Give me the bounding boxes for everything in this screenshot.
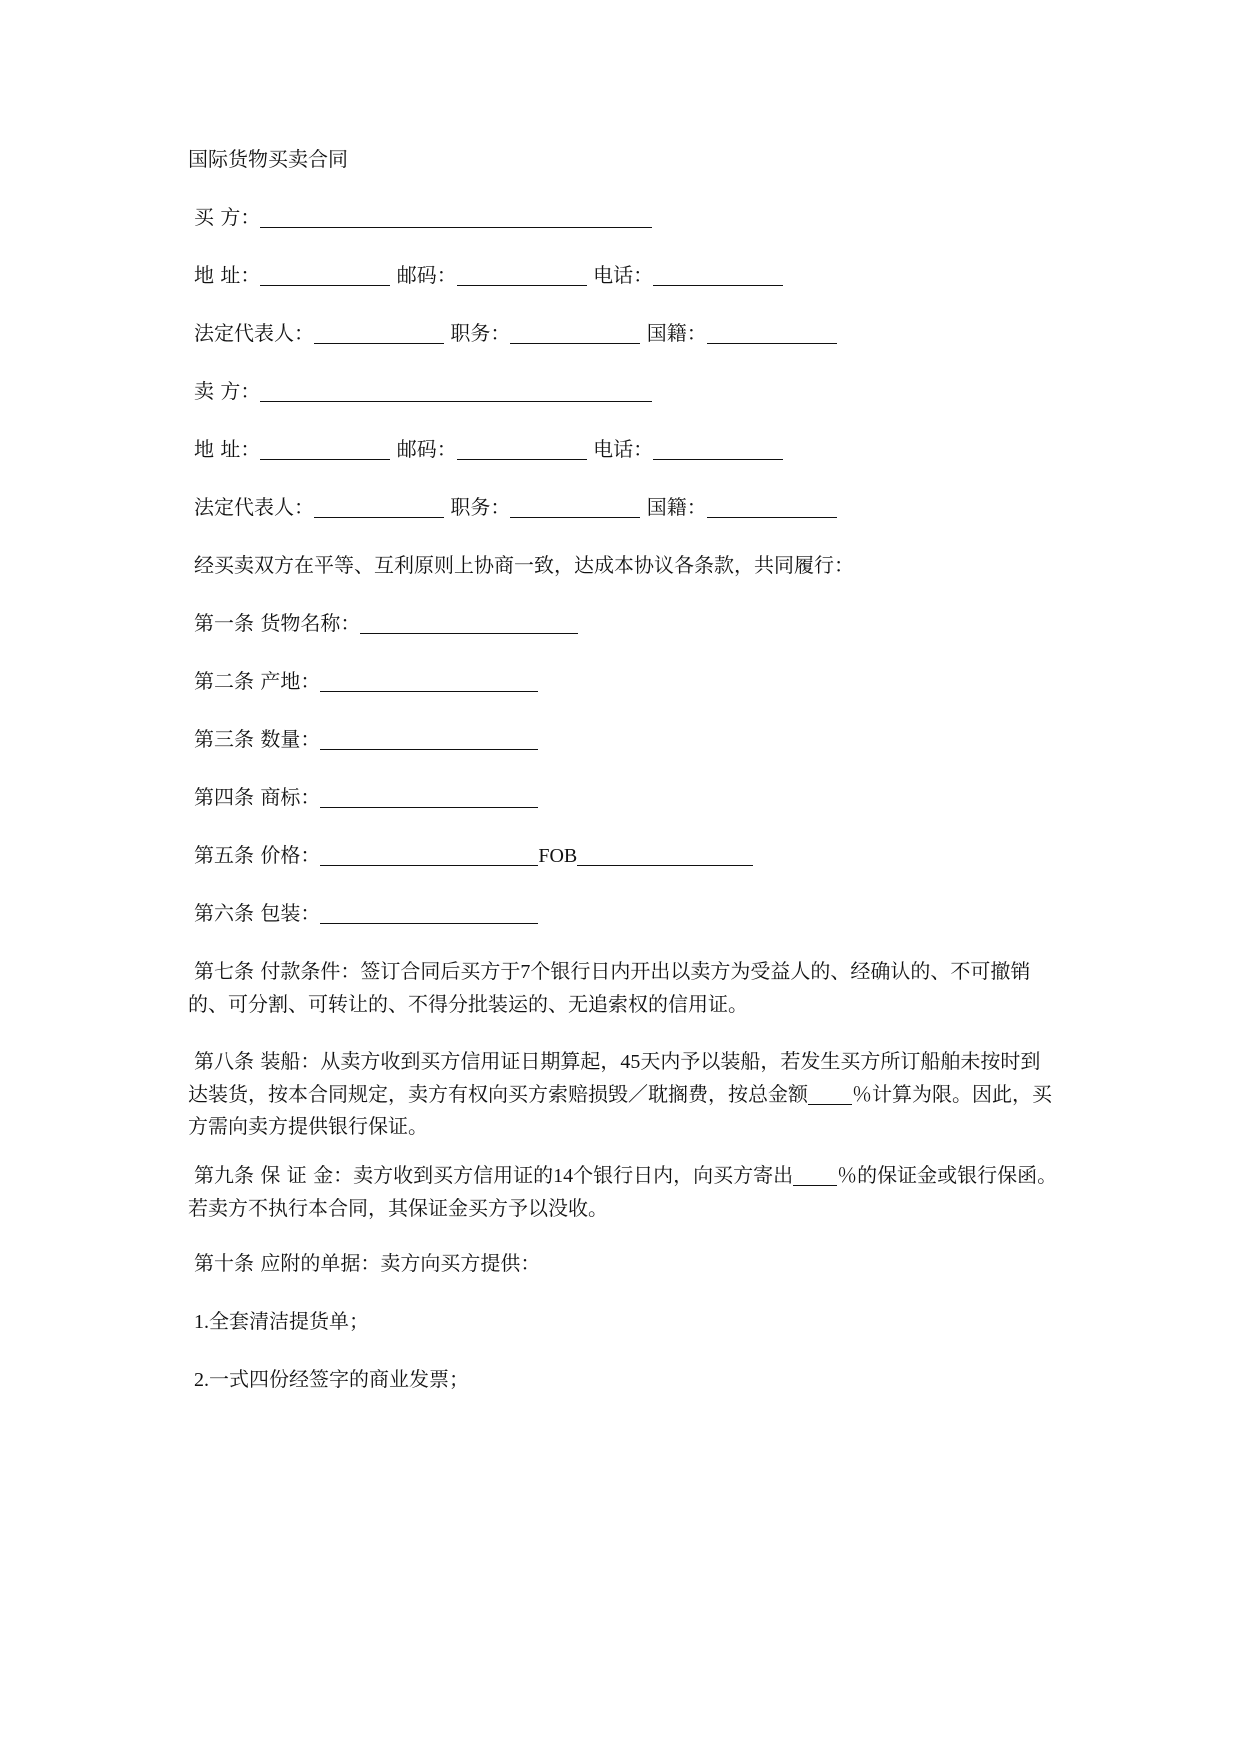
item-1-number: 1. [194, 1311, 209, 1333]
seller-rep-blank [314, 495, 444, 518]
article-4 [194, 781, 538, 813]
buyer-nationality-blank [707, 321, 837, 344]
article-2 [194, 665, 538, 697]
buyer-nationality-label: 国籍： [646, 321, 707, 345]
buyer-contact-line [194, 259, 783, 291]
seller-rep-line [194, 491, 837, 523]
article-9-mid: 个银行日内，向买方寄出 [573, 1163, 794, 1187]
article-9-percent-blank [793, 1163, 837, 1186]
article-3-label: 第三条 数量： [194, 727, 321, 751]
seller-phone-label: 电话： [593, 437, 654, 461]
article-7 [188, 955, 1058, 1020]
buyer-rep-blank [314, 321, 444, 344]
buyer-label: 买 方： [194, 205, 261, 229]
item-2-number: 2. [194, 1369, 209, 1391]
article-5-price-blank [320, 843, 538, 866]
seller-phone-blank [653, 437, 783, 460]
seller-label: 卖 方： [194, 379, 261, 403]
article-6-blank [320, 901, 538, 924]
seller-address-blank [260, 437, 390, 460]
article-7-tail: 个银行日内开出以卖方为受益人的、经确认的、不可撤销的、可分割、可转让的、不得分批装运的、无追索权的信用证。 [188, 959, 1031, 1016]
buyer-rep-label: 法定代表人： [194, 321, 314, 345]
buyer-phone-label: 电话： [593, 263, 654, 287]
article-8-head: 第八条 装船：从卖方收到买方信用证日期算起， [194, 1049, 621, 1073]
seller-contact-line [194, 433, 783, 465]
buyer-name-blank [260, 205, 652, 228]
article-9-days: 14 [553, 1165, 574, 1187]
article-8-tail: ％计算为限。因此，买方需向卖方提供银行保证。 [188, 1082, 1052, 1138]
article-3 [194, 723, 538, 755]
buyer-position-label: 职务： [450, 321, 511, 345]
seller-postcode-label: 邮码： [396, 437, 457, 461]
article-3-blank [320, 727, 538, 750]
item-1-text: 全套清洁提货单； [209, 1309, 369, 1333]
article-5 [194, 839, 753, 872]
buyer-address-label: 地 址： [194, 263, 261, 287]
seller-nationality-blank [707, 495, 837, 518]
article-6-label: 第六条 包装： [194, 901, 321, 925]
document-title: 国际货物买卖合同 [188, 147, 348, 171]
article-10: 第十条 应附的单据：卖方向买方提供： [194, 1251, 541, 1275]
buyer-postcode-blank [457, 263, 587, 286]
article-7-head: 第七条 付款条件：签订合同后买方于 [194, 959, 521, 983]
buyer-position-blank [510, 321, 640, 344]
article-4-blank [320, 785, 538, 808]
article-1-blank [360, 611, 578, 634]
buyer-postcode-label: 邮码： [396, 263, 457, 287]
article-5-label: 第五条 价格： [194, 843, 321, 867]
seller-nationality-label: 国籍： [646, 495, 707, 519]
article-9-head: 第九条 保 证 金：卖方收到买方信用证的 [194, 1163, 554, 1187]
seller-rep-label: 法定代表人： [194, 495, 314, 519]
article-2-label: 第二条 产地： [194, 669, 321, 693]
article-8-percent-blank [808, 1082, 852, 1105]
article-6 [194, 897, 538, 929]
article-10-item-2 [194, 1363, 469, 1396]
buyer-rep-line [194, 317, 837, 349]
article-10-item-1 [194, 1305, 369, 1338]
buyer-phone-blank [653, 263, 783, 286]
article-8 [188, 1045, 1058, 1142]
article-7-days: 7 [520, 961, 531, 983]
article-2-blank [320, 669, 538, 692]
buyer-line [194, 201, 652, 233]
seller-line [194, 375, 652, 407]
preamble: 经买卖双方在平等、互利原则上协商一致，达成本协议各条款，共同履行： [194, 553, 854, 577]
article-5-fob: FOB [538, 845, 578, 867]
seller-position-blank [510, 495, 640, 518]
article-1 [194, 607, 578, 639]
seller-position-label: 职务： [450, 495, 511, 519]
article-1-label: 第一条 货物名称： [194, 611, 361, 635]
article-8-mid: 天内予以装船，若发生买方所订船舶未按时到达装货，按本合同规定，卖方有权向买方索赔损毁／耽搁费，按总金额 [188, 1049, 1041, 1106]
seller-address-label: 地 址： [194, 437, 261, 461]
item-2-text: 一式四份经签字的商业发票； [209, 1367, 469, 1391]
article-8-days: 45 [620, 1051, 641, 1073]
seller-name-blank [260, 379, 652, 402]
seller-postcode-blank [457, 437, 587, 460]
article-4-label: 第四条 商标： [194, 785, 321, 809]
buyer-address-blank [260, 263, 390, 286]
article-9-tail: ％的保证金或银行保函。若卖方不执行本合同，其保证金买方予以没收。 [188, 1163, 1058, 1220]
article-5-port-blank [577, 843, 753, 866]
article-9 [188, 1159, 1058, 1224]
